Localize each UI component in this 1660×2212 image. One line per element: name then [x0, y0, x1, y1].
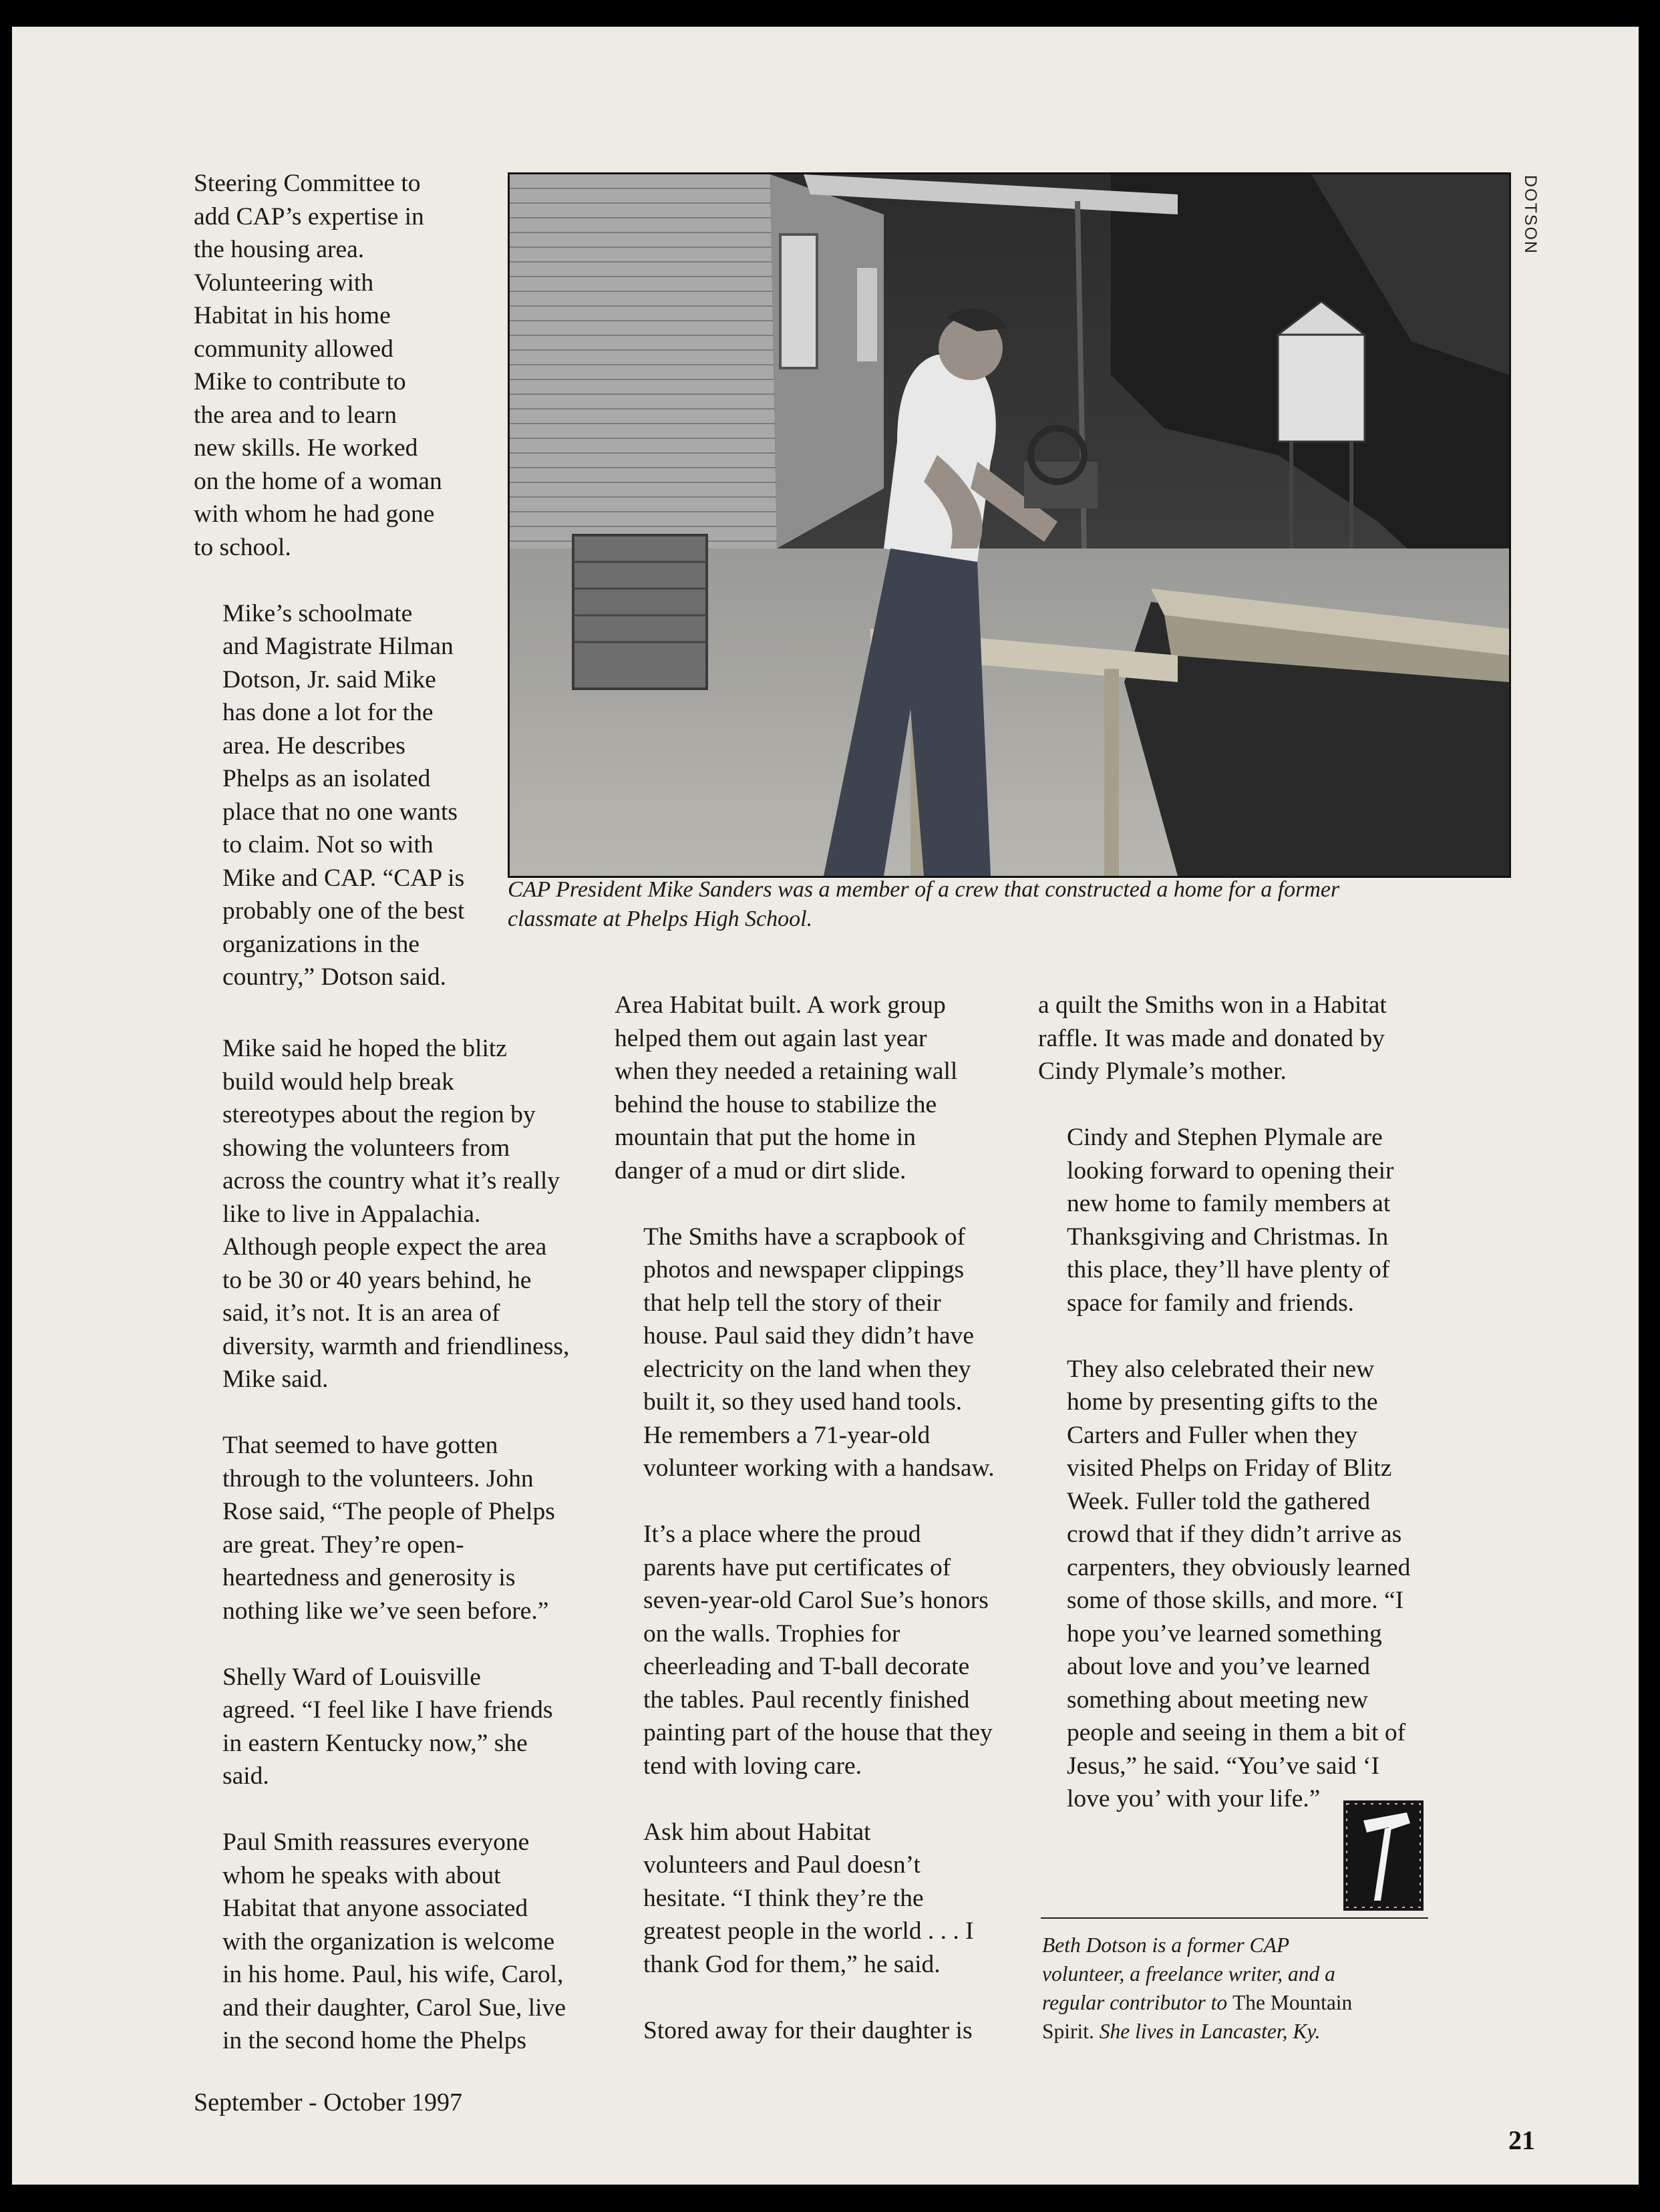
text-line: place that no one wants	[222, 798, 458, 826]
text-line: greatest people in the world . . . I	[643, 1917, 974, 1945]
text-line: new home to family members at	[1067, 1190, 1391, 1217]
text-line: Habitat in his home	[194, 302, 391, 329]
page-number: 21	[1508, 2125, 1535, 2155]
text-line: Although people expect the area	[222, 1233, 547, 1261]
text-line: with the organization is welcome	[222, 1927, 555, 1955]
author-bio	[1042, 1931, 1430, 2046]
text-line: Mike said.	[222, 1366, 329, 1393]
text-line: love you’ with your life.”	[1067, 1785, 1321, 1812]
article-column-2	[615, 989, 1029, 2047]
article-column-3	[1038, 989, 1452, 1816]
publication-name: The Mountain	[1232, 1991, 1353, 2014]
text-line: to school.	[194, 533, 291, 561]
text-line: carpenters, they obviously learned	[1067, 1553, 1411, 1581]
text-line: build would help break	[222, 1068, 454, 1096]
text-line: and Magistrate Hilman	[222, 633, 454, 660]
text-line: behind the house to stabilize the	[615, 1090, 937, 1118]
text-line: Mike and CAP. “CAP is	[222, 864, 465, 892]
text-line: volunteer working with a handsaw.	[643, 1454, 995, 1482]
text-line: organizations in the	[222, 930, 420, 958]
article-paragraph	[194, 167, 488, 564]
caption-line: classmate at Phelps High School.	[508, 907, 813, 931]
text-line: are great. They’re open-	[222, 1531, 464, 1559]
text-line: in the second home the Phelps	[222, 2027, 527, 2054]
bio-line: volunteer, a freelance writer, and a	[1042, 1962, 1335, 1986]
bio-line	[1042, 2017, 1430, 2046]
article-column-1-bottom	[194, 1032, 608, 2058]
text-line: on the home of a woman	[194, 467, 442, 495]
text-line: across the country what it’s really	[222, 1167, 560, 1195]
text-line: through to the volunteers. John	[222, 1464, 534, 1492]
bio-text: regular contributor to	[1042, 1991, 1232, 2014]
bio-line: Beth Dotson is a former CAP	[1042, 1933, 1290, 1957]
text-line: volunteers and Paul doesn’t	[643, 1851, 921, 1879]
text-line: Rose said, “The people of Phelps	[222, 1498, 555, 1525]
text-line: to claim. Not so with	[222, 831, 434, 858]
text-line: in eastern Kentucky now,” she	[222, 1729, 528, 1757]
article-paragraph	[194, 1429, 608, 1627]
article-paragraph	[194, 1661, 608, 1793]
text-line: some of those skills, and more. “I	[1067, 1587, 1404, 1614]
text-line: to be 30 or 40 years behind, he	[222, 1266, 532, 1294]
caption-line: CAP President Mike Sanders was a member of a crew that constructed a home for a former	[508, 877, 1340, 902]
text-line: photos and newspaper clippings	[643, 1256, 965, 1283]
text-line: raffle. It was made and donated by	[1038, 1024, 1385, 1052]
text-line: whom he speaks with about	[222, 1861, 501, 1889]
issue-date: September - October 1997	[194, 2088, 463, 2116]
text-line: helped them out again last year	[615, 1024, 927, 1052]
text-line: has done a lot for the	[222, 699, 434, 726]
article-column-1-top	[194, 167, 488, 994]
text-line: new skills. He worked	[194, 434, 418, 462]
text-line: They also celebrated their new	[1067, 1355, 1375, 1383]
text-line: Steering Committee to	[194, 170, 421, 197]
text-line: Thanksgiving and Christmas. In	[1067, 1223, 1389, 1251]
text-line: about love and you’ve learned	[1067, 1653, 1370, 1680]
photo-caption	[508, 875, 1530, 934]
text-line: parents have put certificates of	[643, 1553, 951, 1581]
article-paragraph	[615, 2014, 1029, 2048]
article-paragraph	[194, 597, 488, 994]
text-line: agreed. “I feel like I have friends	[222, 1696, 553, 1724]
text-line: Mike’s schoolmate	[222, 599, 413, 627]
text-line: something about meeting new	[1067, 1686, 1368, 1714]
text-line: cheerleading and T-ball decorate	[643, 1653, 970, 1680]
text-line: thank God for them,” he said.	[643, 1950, 941, 1978]
article-paragraph	[194, 1826, 608, 2058]
text-line: Carters and Fuller when they	[1067, 1421, 1358, 1449]
text-line: when they needed a retaining wall	[615, 1058, 958, 1085]
text-line: on the walls. Trophies for	[643, 1619, 900, 1647]
text-line: country,” Dotson said.	[222, 963, 447, 991]
text-line: and their daughter, Carol Sue, live	[222, 1994, 566, 2022]
bio-divider	[1041, 1917, 1428, 1919]
text-line: showing the volunteers from	[222, 1134, 510, 1162]
article-paragraph	[1038, 1121, 1452, 1319]
article-photo	[508, 172, 1511, 878]
text-line: painting part of the house that they	[643, 1719, 993, 1746]
bio-text: She lives in Lancaster, Ky.	[1094, 2020, 1321, 2043]
text-line: probably one of the best	[222, 897, 465, 925]
text-line: like to live in Appalachia.	[222, 1200, 481, 1228]
text-line: The Smiths have a scrapbook of	[643, 1223, 966, 1251]
text-line: Cindy and Stephen Plymale are	[1067, 1124, 1383, 1151]
text-line: Area Habitat built. A work group	[615, 991, 946, 1019]
text-line: Ask him about Habitat	[643, 1818, 871, 1846]
article-paragraph	[615, 1221, 1029, 1485]
text-line: area. He describes	[222, 732, 405, 760]
text-line: visited Phelps on Friday of Blitz	[1067, 1454, 1392, 1482]
text-line: Stored away for their daughter is	[643, 2016, 973, 2044]
bio-line	[1042, 1988, 1430, 2017]
text-line: crowd that if they didn’t arrive as	[1067, 1521, 1402, 1548]
text-line: the housing area.	[194, 236, 365, 263]
text-line: tend with loving care.	[643, 1752, 862, 1780]
text-line: hesitate. “I think they’re the	[643, 1884, 924, 1912]
text-line: Phelps as an isolated	[222, 765, 431, 792]
text-line: Shelly Ward of Louisville	[222, 1663, 481, 1691]
text-line: He remembers a 71-year-old	[643, 1421, 931, 1449]
text-line: looking forward to opening their	[1067, 1156, 1394, 1184]
text-line: house. Paul said they didn’t have	[643, 1322, 975, 1350]
text-line: Habitat that anyone associated	[222, 1895, 528, 1922]
article-paragraph	[615, 1518, 1029, 1782]
magazine-page	[12, 27, 1639, 2185]
text-line: add CAP’s expertise in	[194, 202, 424, 230]
text-line: a quilt the Smiths won in a Habitat	[1038, 991, 1387, 1019]
text-line: Mike to contribute to	[194, 368, 406, 396]
text-line: the area and to learn	[194, 401, 397, 429]
article-paragraph	[1038, 1353, 1452, 1816]
text-line: the tables. Paul recently finished	[643, 1686, 970, 1714]
text-line: Paul Smith reassures everyone	[222, 1829, 530, 1856]
text-line: Jesus,” he said. “You’ve said ‘I	[1067, 1752, 1379, 1780]
text-line: that help tell the story of their	[643, 1289, 941, 1317]
text-line: mountain that put the home in	[615, 1124, 916, 1151]
article-paragraph	[615, 989, 1029, 1187]
text-line: electricity on the land when they	[643, 1355, 971, 1383]
text-line: That seemed to have gotten	[222, 1432, 498, 1459]
text-line: stereotypes about the region by	[222, 1101, 536, 1128]
photo-volunteer-cutting-lumber	[510, 174, 1509, 876]
text-line: community allowed	[194, 335, 393, 363]
text-line: Volunteering with	[194, 269, 374, 297]
text-line: said, it’s not. It is an area of	[222, 1299, 500, 1327]
text-line: seven-year-old Carol Sue’s honors	[643, 1587, 989, 1614]
text-line: Dotson, Jr. said Mike	[222, 665, 436, 693]
article-paragraph	[615, 1816, 1029, 1982]
text-line: this place, they’ll have plenty of	[1067, 1256, 1390, 1283]
publication-name: Spirit.	[1042, 2020, 1094, 2043]
text-line: heartedness and generosity is	[222, 1564, 516, 1591]
text-line: said.	[222, 1762, 269, 1790]
text-line: It’s a place where the proud	[643, 1521, 921, 1548]
text-line: hope you’ve learned something	[1067, 1619, 1382, 1647]
text-line: nothing like we’ve seen before.”	[222, 1597, 549, 1625]
article-paragraph	[194, 1032, 608, 1396]
text-line: Mike said he hoped the blitz	[222, 1035, 507, 1062]
text-line: Week. Fuller told the gathered	[1067, 1487, 1371, 1515]
text-line: Cindy Plymale’s mother.	[1038, 1058, 1287, 1085]
text-line: home by presenting gifts to the	[1067, 1388, 1378, 1416]
text-line: diversity, warmth and friendliness,	[222, 1332, 570, 1360]
text-line: in his home. Paul, his wife, Carol,	[222, 1961, 564, 1988]
hammer-icon	[1343, 1800, 1424, 1911]
text-line: space for family and friends.	[1067, 1289, 1355, 1317]
text-line: built it, so they used hand tools.	[643, 1388, 963, 1416]
article-paragraph	[1038, 989, 1452, 1088]
text-line: with whom he had gone	[194, 500, 435, 528]
text-line: people and seeing in them a bit of	[1067, 1719, 1406, 1746]
photo-credit: DOTSON	[1521, 175, 1540, 255]
text-line: danger of a mud or dirt slide.	[615, 1156, 906, 1184]
